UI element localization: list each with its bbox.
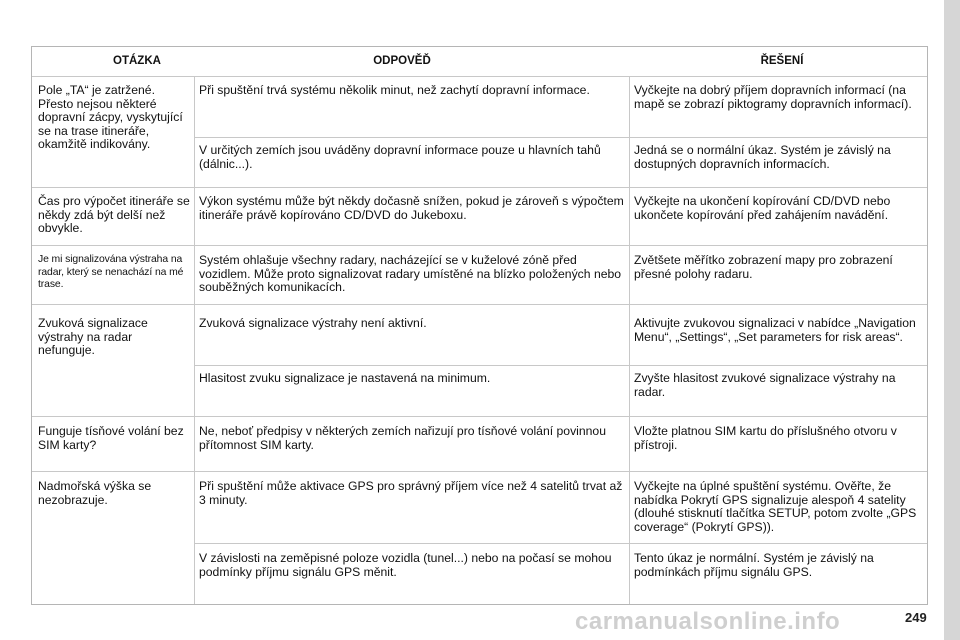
column-separator	[629, 76, 630, 604]
table-header	[32, 47, 927, 75]
solution-cell: Vyčkejte na úplné spuštění systému. Ověřte, že nabídka Pokrytí GPS signalizuje alespoň 4 satelity (dlouhé stisknutí tlačítka SETUP, potom zvolte „GPS coverage“ (Pokrytí GPS)).	[634, 479, 917, 534]
sub-row-separator	[194, 543, 927, 544]
question-cell: Čas pro výpočet itineráře se někdy zdá být delší než obvykle.	[38, 194, 190, 235]
answer-cell: Výkon systému může být někdy dočasně snížen, pokud je zároveň s výpočtem itineráře právě kopírováno CD/DVD do Jukeboxu.	[199, 194, 624, 222]
solution-cell: Zvyšte hlasitost zvukové signalizace výstrahy na radar.	[634, 371, 896, 399]
answer-cell: Při spuštění může aktivace GPS pro správný příjem více než 4 satelitů trvat až 3 minuty.	[199, 479, 623, 507]
question-cell: Pole „TA“ je zatržené. Přesto nejsou některé dopravní zácpy, vyskytující se na trase itineráře, okamžitě indikovány.	[38, 83, 183, 151]
row-separator	[32, 416, 927, 417]
solution-cell: Vyčkejte na dobrý příjem dopravních informací (na mapě se zobrazí piktogramy dopravních informací).	[634, 83, 912, 111]
header-answer: ODPOVĚĎ	[373, 55, 431, 67]
solution-cell: Aktivujte zvukovou signalizaci v nabídce „Navigation Menu“, „Settings“, „Set parameters for risk areas“.	[634, 316, 916, 344]
question-cell: Je mi signalizována výstraha na radar, který se nenachází na mé trase.	[38, 254, 184, 290]
header-separator	[32, 76, 927, 77]
answer-cell: Zvuková signalizace výstrahy není aktivní.	[199, 316, 427, 330]
header-question: OTÁZKA	[113, 55, 161, 67]
solution-cell: Zvětšete měřítko zobrazení mapy pro zobrazení přesné polohy radaru.	[634, 253, 893, 281]
sub-row-separator	[194, 365, 927, 366]
row-separator	[32, 187, 927, 188]
faq-table	[31, 46, 928, 605]
solution-cell: Tento úkaz je normální. Systém je závislý na podmínkách příjmu signálu GPS.	[634, 551, 874, 579]
answer-cell: V závislosti na zeměpisné poloze vozidla (tunel...) nebo na počasí se mohou podmínky příjmu signálu GPS měnit.	[199, 551, 612, 579]
solution-cell: Vložte platnou SIM kartu do příslušného otvoru v přístroji.	[634, 424, 897, 452]
answer-cell: Systém ohlašuje všechny radary, nacházející se v kuželové zóně před vozidlem. Může proto signalizovat radary umístěné na blízko položených nebo souběžných komunikacích.	[199, 253, 622, 294]
solution-cell: Jedná se o normální úkaz. Systém je závislý na dostupných dopravních informacích.	[634, 143, 891, 171]
answer-cell: V určitých zemích jsou uváděny dopravní informace pouze u hlavních tahů (dálnic...).	[199, 143, 601, 171]
row-separator	[32, 471, 927, 472]
row-separator	[32, 245, 927, 246]
answer-cell: Ne, neboť předpisy v některých zemích nařizují pro tísňové volání povinnou přítomnost SIM karty.	[199, 424, 606, 452]
solution-cell: Vyčkejte na ukončení kopírování CD/DVD nebo ukončete kopírování před zahájením navádění.	[634, 194, 891, 222]
answer-cell: Hlasitost zvuku signalizace je nastavená na minimum.	[199, 371, 491, 385]
page-edge-strip	[944, 0, 960, 640]
sub-row-separator	[194, 137, 927, 138]
answer-cell: Při spuštění trvá systému několik minut, než zachytí dopravní informace.	[199, 83, 590, 97]
question-cell: Nadmořská výška se nezobrazuje.	[38, 479, 152, 507]
watermark-logo: carmanualsonline.info	[575, 608, 841, 635]
row-separator	[32, 304, 927, 305]
question-cell: Zvuková signalizace výstrahy na radar nefunguje.	[38, 316, 148, 357]
column-separator	[194, 76, 195, 604]
header-solution: ŘEŠENÍ	[760, 55, 804, 67]
page-number: 249	[905, 610, 927, 625]
question-cell: Funguje tísňové volání bez SIM karty?	[38, 424, 184, 452]
